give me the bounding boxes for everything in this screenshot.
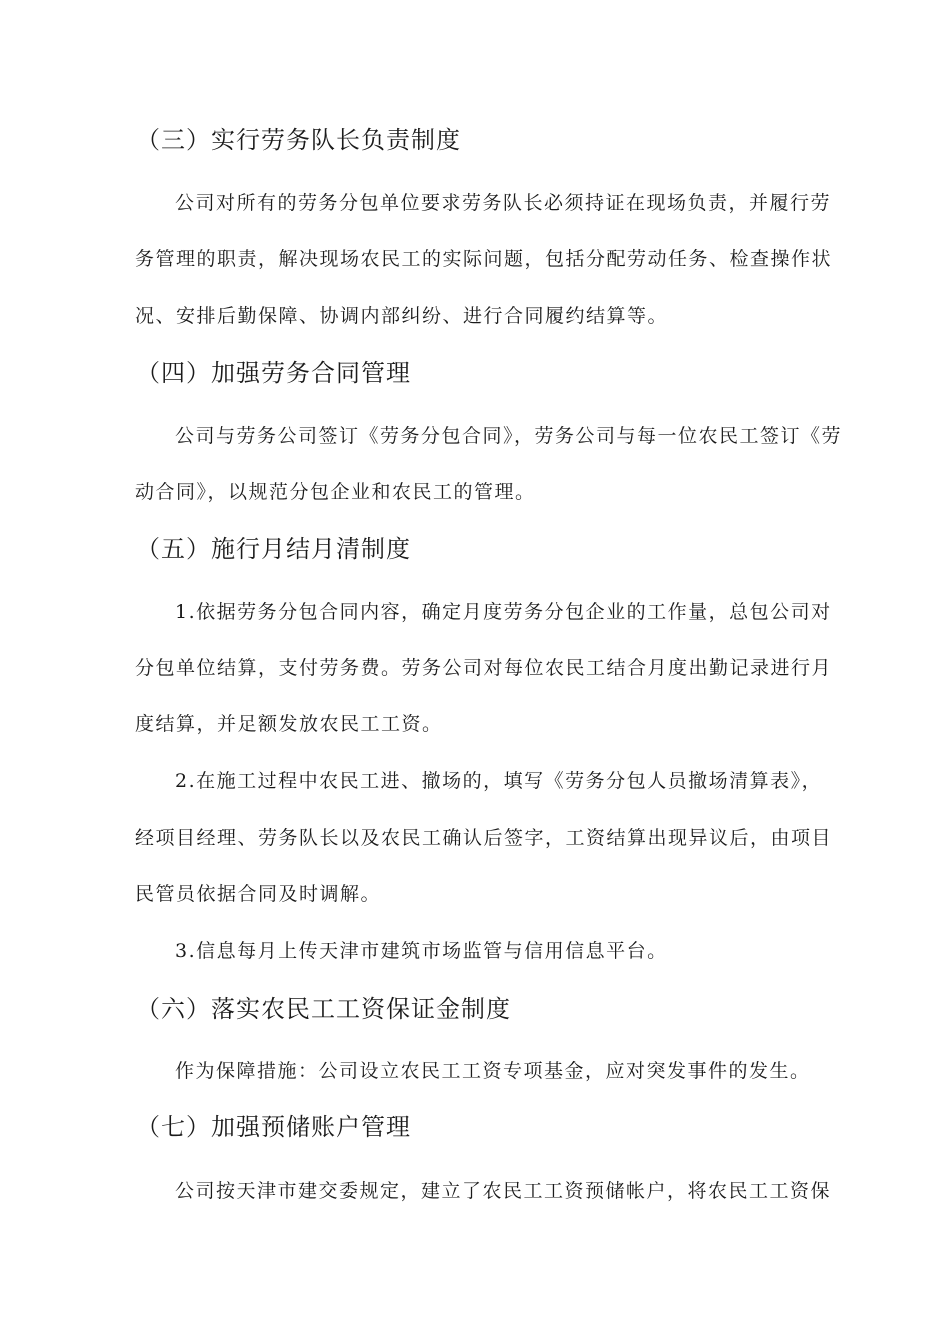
section-heading-6: （六）落实农民工工资保证金制度: [136, 995, 511, 1023]
section-heading-5: （五）施行月结月清制度: [136, 535, 411, 563]
paragraph-line: 经项目经理、劳务队长以及农民工确认后签字，工资结算出现异议后，由项目: [135, 827, 833, 849]
section-heading-7: （七）加强预储账户管理: [136, 1113, 411, 1141]
paragraph-line: 作为保障措施：公司设立农民工工资专项基金，应对突发事件的发生。: [175, 1060, 811, 1082]
paragraph-line: 1.依据劳务分包合同内容，确定月度劳务分包企业的工作量，总包公司对: [175, 601, 832, 623]
paragraph-line: 况、安排后勤保障、协调内部纠纷、进行合同履约结算等。: [135, 305, 669, 327]
paragraph-line: 度结算，并足额发放农民工工资。: [135, 713, 443, 735]
section-heading-4: （四）加强劳务合同管理: [136, 359, 411, 387]
paragraph-line: 公司与劳务公司签订《劳务分包合同》，劳务公司与每一位农民工签订《劳: [175, 425, 843, 447]
paragraph-line: 民管员依据合同及时调解。: [135, 883, 382, 905]
paragraph-line: 2.在施工过程中农民工进、撤场的，填写《劳务分包人员撤场清算表》，: [175, 770, 823, 792]
paragraph-line: 公司按天津市建交委规定，建立了农民工工资预储帐户，将农民工工资保: [175, 1180, 832, 1202]
paragraph-line: 务管理的职责，解决现场农民工的实际问题，包括分配劳动任务、检查操作状: [135, 248, 833, 270]
paragraph-line: 分包单位结算，支付劳务费。劳务公司对每位农民工结合月度出勤记录进行月: [135, 657, 833, 679]
section-heading-3: （三）实行劳务队长负责制度: [136, 126, 461, 154]
paragraph-line: 动合同》，以规范分包企业和农民工的管理。: [135, 481, 536, 503]
paragraph-line: 3.信息每月上传天津市建筑市场监管与信用信息平台。: [175, 940, 668, 962]
paragraph-line: 公司对所有的劳务分包单位要求劳务队长必须持证在现场负责，并履行劳: [175, 192, 832, 214]
